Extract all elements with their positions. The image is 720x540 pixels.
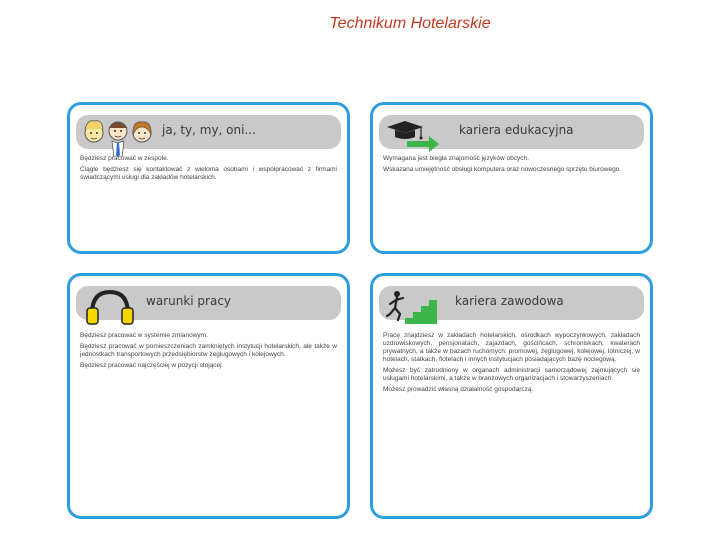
card-body (383, 332, 640, 397)
card-career (370, 273, 653, 519)
card-work-conditions (67, 273, 350, 519)
climbing-stairs-icon (385, 284, 441, 333)
card-paragraph: Będziesz pracować najczęściej w pozycji stojącej. (80, 362, 224, 369)
card-paragraph: Ciągle będziesz się kontaktować z wieloma osobami i współpracować z firmami świadczącymi usługi dla zakładów hotelarskich. (80, 166, 337, 181)
card-body (383, 155, 640, 177)
card-title: warunki pracy (146, 294, 232, 308)
card-paragraph: Wymagana jest biegła znajomość języków obcych. (383, 155, 529, 162)
card-header (379, 115, 644, 149)
card-paragraph: Możesz prowadzić własną działalność gospodarczą. (383, 386, 534, 393)
card-body (80, 155, 337, 185)
headphones-icon (84, 284, 136, 333)
card-header (76, 115, 341, 149)
card-education (370, 102, 653, 254)
card-paragraph: Będziesz pracować w pomieszczeniach zamkniętych instytucji hotelarskich, ale także w jednostkach transportowych przedsiębiorstw żeglugowych i kolejowych. (80, 343, 337, 358)
card-paragraph: Będziesz pracować w systemie zmianowym. (80, 332, 208, 339)
card-title: kariera edukacyjna (459, 123, 574, 137)
card-title: kariera zawodowa (455, 294, 564, 308)
card-paragraph: Pracę znajdziesz w zakładach hotelarskich, ośrodkach wypoczynkowych, zakładach uzdrowiskowych, pensjonatach, zajazdach, gościńcach, schroniskach, kwaterach prywatnych, a także w bazach ruchomych: promowej, żeglugowej, kolejowej, lotniczej, w hotelach, statkach, flotelach i innych instytucjach posiadających bazę noclegową. (383, 332, 640, 363)
card-paragraph: Możesz być zatrudniony w organach administracji samorządowej zajmujących się usługami hotelarskimi, a także w branżowych organizacjach i stowarzyszeniach. (383, 367, 640, 382)
card-header (379, 286, 644, 320)
card-title: ja, ty, my, oni... (162, 123, 256, 137)
slide-title: Technikum Hotelarskie (329, 15, 491, 32)
card-team (67, 102, 350, 254)
card-header (76, 286, 341, 320)
card-paragraph: Będziesz pracować w zespole. (80, 155, 169, 162)
card-paragraph: Wskazana umiejętność obsługi komputera oraz nowoczesnego sprzętu biurowego. (383, 166, 622, 173)
card-body (80, 332, 337, 373)
